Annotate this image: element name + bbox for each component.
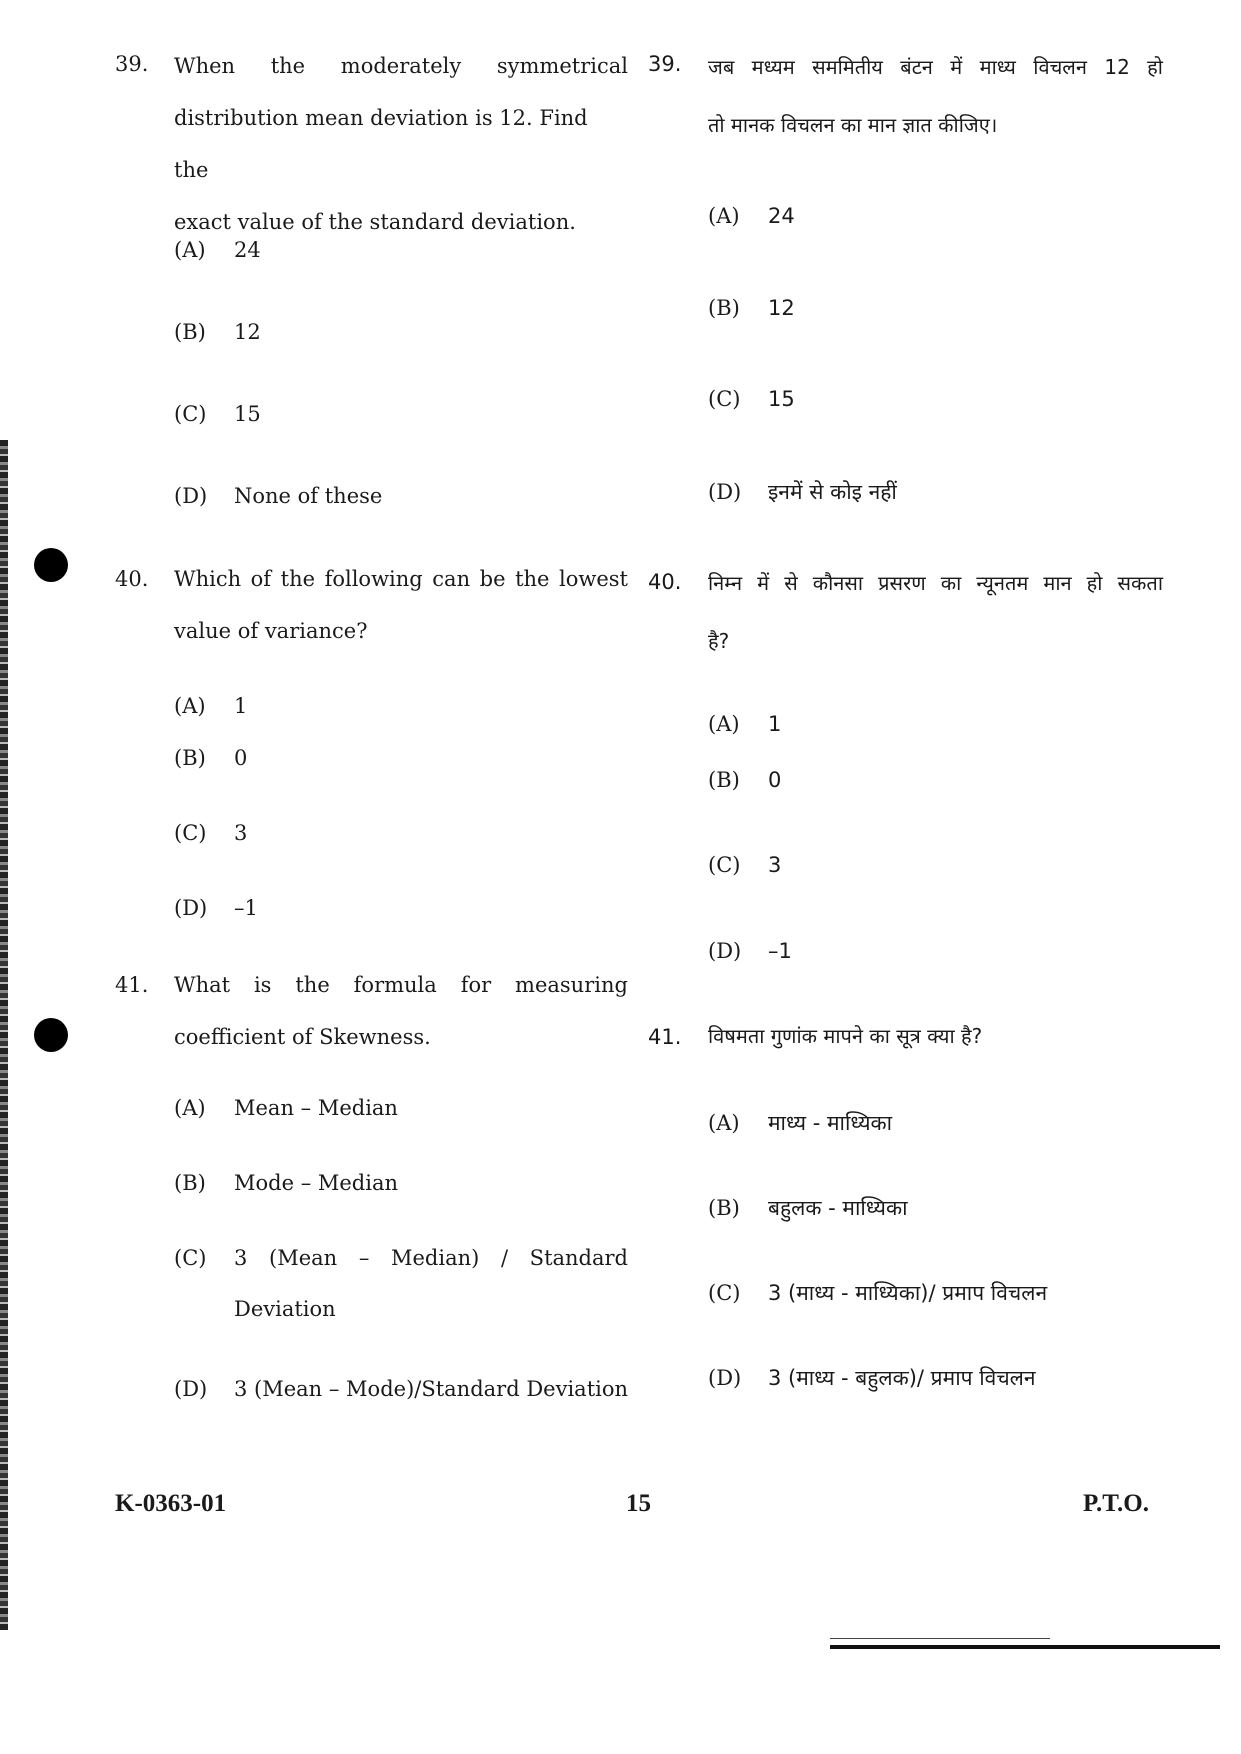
option-d: [708, 1364, 1036, 1392]
option-label: (D): [708, 939, 742, 963]
option-text: Mode – Median: [234, 1171, 399, 1195]
question-number: 41.: [115, 973, 149, 997]
option-b: [708, 1194, 908, 1222]
question-number: 41.: [648, 1025, 682, 1049]
option-label: (D): [174, 1377, 208, 1401]
text-line: जब मध्यम सममितीय बंटन में माध्य विचलन 12 हो: [708, 55, 1163, 79]
option-label: (B): [174, 1171, 206, 1195]
option-label: (B): [174, 746, 206, 770]
option-text: इनमें से कोइ नहीं: [768, 480, 897, 504]
text-line: है?: [708, 629, 730, 653]
option-text: 3: [768, 853, 782, 877]
option-label: (A): [708, 712, 740, 736]
option-text: माध्य - माध्यिका: [768, 1111, 893, 1135]
option-c: [174, 1246, 628, 1321]
page-number: 15: [626, 1490, 651, 1517]
option-label: (B): [708, 768, 740, 792]
option-label: (B): [174, 320, 206, 344]
option-label: (A): [174, 238, 206, 262]
option-text: 3 (Mean – Mode)/Standard Deviation: [234, 1377, 629, 1401]
option-c: [174, 402, 261, 426]
option-b: [708, 768, 781, 792]
option-d: [174, 1377, 628, 1401]
option-d: [174, 484, 382, 508]
text-line: तो मानक विचलन का मान ज्ञात कीजिए।: [708, 113, 998, 137]
option-text: 15: [768, 387, 795, 411]
option-text: 3: [234, 821, 248, 845]
question-number: 39.: [648, 52, 682, 76]
option-text: 12: [768, 296, 795, 320]
option-label: (C): [708, 387, 741, 411]
text-line: विषमता गुणांक मापने का सूत्र क्या है?: [708, 1024, 983, 1048]
word: moderately: [340, 54, 462, 78]
option-a: [174, 238, 261, 262]
footer-rule-thin: [830, 1638, 1050, 1639]
text-line: exact value of the standard deviation.: [174, 210, 576, 234]
text-line: coefficient of Skewness.: [174, 1025, 431, 1049]
text-line: distribution mean deviation is 12. Find the: [174, 106, 588, 182]
option-text: 15: [234, 402, 261, 426]
option-a: [174, 1096, 398, 1120]
option-text: 0: [234, 746, 248, 770]
question-text: [708, 38, 1163, 154]
option-text: –1: [768, 939, 792, 963]
option-text: 24: [234, 238, 261, 262]
word: measuring: [515, 973, 628, 997]
punch-hole-bottom: [34, 1018, 68, 1052]
option-text: 3 (माध्य - बहुलक)/ प्रमाप विचलन: [768, 1366, 1036, 1390]
option-label: (D): [174, 896, 208, 920]
option-label: (C): [708, 853, 741, 877]
option-label: (A): [174, 1096, 206, 1120]
option-label: (B): [708, 1196, 740, 1220]
question-number: 39.: [115, 52, 149, 76]
question-text: [174, 959, 628, 1063]
option-label: (A): [174, 694, 206, 718]
option-text: 12: [234, 320, 261, 344]
word: What: [174, 973, 231, 997]
option-a: [708, 712, 781, 736]
option-a: [708, 204, 795, 228]
option-a: [174, 694, 247, 718]
option-text: Mean – Median: [234, 1096, 398, 1120]
option-text: None of these: [234, 484, 383, 508]
option-text: –1: [234, 896, 258, 920]
option-d: [174, 896, 258, 920]
option-label: (D): [708, 480, 742, 504]
word: symmetrical: [496, 54, 628, 78]
paper-code: K-0363-01: [115, 1490, 227, 1517]
option-label: (C): [174, 1246, 207, 1270]
question-number: 40.: [648, 570, 682, 594]
option-b: [174, 746, 247, 770]
word: is: [253, 973, 272, 997]
option-d: [708, 478, 897, 506]
option-text-continued: Deviation: [234, 1297, 336, 1321]
option-b: [174, 1171, 398, 1195]
option-text: बहुलक - माध्यिका: [768, 1196, 908, 1220]
punch-hole-top: [34, 548, 68, 582]
text-line: निम्न में से कौनसा प्रसरण का न्यूनतम मान हो सकता: [708, 571, 1163, 595]
option-label: (D): [174, 484, 208, 508]
word: When: [174, 54, 236, 78]
option-label: (A): [708, 1111, 740, 1135]
option-c: [708, 387, 795, 411]
option-c: [708, 853, 781, 877]
question-text: [708, 1007, 1163, 1065]
please-turn-over: P.T.O.: [1083, 1490, 1149, 1517]
text-line: value of variance?: [174, 619, 368, 643]
word: the: [270, 54, 306, 78]
binding-edge: [0, 440, 8, 1630]
option-text: 0: [768, 768, 782, 792]
option-text: 24: [768, 204, 795, 228]
question-number: 40.: [115, 567, 149, 591]
question-text: [174, 553, 628, 657]
option-label: (C): [174, 821, 207, 845]
option-label: (C): [174, 402, 207, 426]
footer-rule: [830, 1645, 1220, 1649]
question-text: [708, 554, 1163, 670]
option-b: [174, 320, 261, 344]
option-label: (B): [708, 296, 740, 320]
option-text: 3 (माध्य - माध्यिका)/ प्रमाप विचलन: [768, 1281, 1048, 1305]
question-text: [174, 40, 628, 248]
option-b: [708, 296, 795, 320]
option-c: [708, 1279, 1047, 1307]
option-text: 3 (Mean – Median) / Standard: [234, 1246, 628, 1270]
option-label: (A): [708, 204, 740, 228]
option-text: 1: [234, 694, 248, 718]
word: formula: [353, 973, 437, 997]
text-line: Which of the following can be the lowest: [174, 567, 628, 591]
option-text: 1: [768, 712, 782, 736]
option-label: (C): [708, 1281, 741, 1305]
option-a: [708, 1109, 892, 1137]
option-label: (D): [708, 1366, 742, 1390]
word: the: [295, 973, 330, 997]
option-c: [174, 821, 247, 845]
option-d: [708, 939, 792, 963]
word: for: [460, 973, 492, 997]
